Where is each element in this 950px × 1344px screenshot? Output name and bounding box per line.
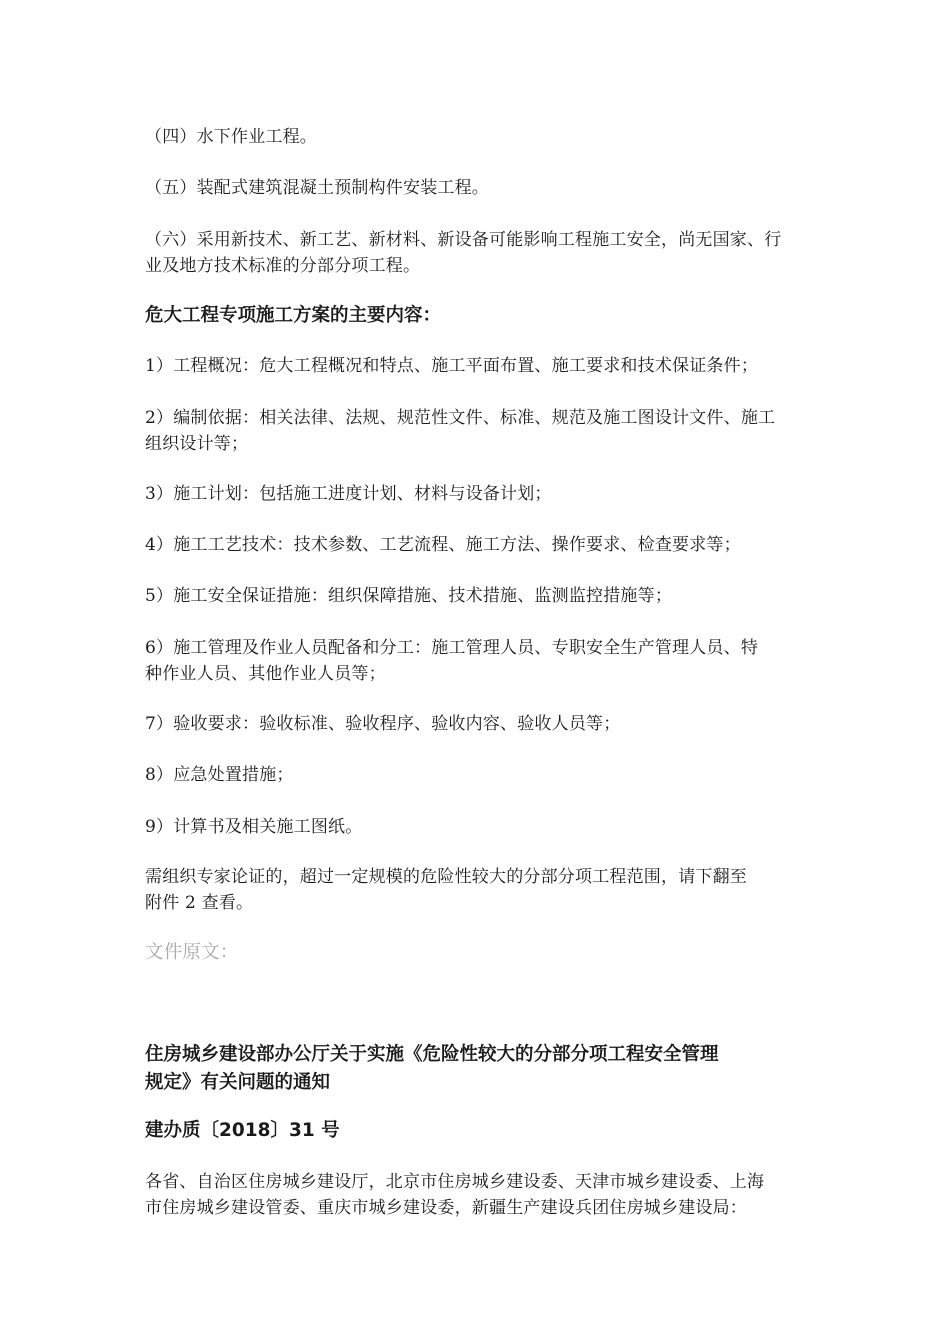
list-item-3: 3）施工计划：包括施工进度计划、材料与设备计划；	[145, 484, 552, 504]
notice-title: 住房城乡建设部办公厅关于实施《危险性较大的分部分项工程安全管理 规定》有关问题的通知	[145, 1044, 719, 1093]
list-item-6: 6）施工管理及作业人员配备和分工：施工管理人员、专职安全生产管理人员、特 种作业人员、其他作业人员等；	[145, 638, 759, 684]
list-item-8: 8）应急处置措施；	[145, 765, 294, 785]
expert-review-note: 需组织专家论证的，超过一定规模的危险性较大的分部分项工程范围，请下翻至 附件 2 查看。	[145, 867, 747, 913]
document-number: 建办质〔2018〕31 号	[145, 1120, 340, 1141]
paragraph-item-6: （六）采用新技术、新工艺、新材料、新设备可能影响工程施工安全，尚无国家、行 业及地方技术标准的分部分项工程。	[145, 230, 782, 276]
list-item-1: 1）工程概况：危大工程概况和特点、施工平面布置、施工要求和技术保证条件；	[145, 356, 759, 376]
paragraph-item-4: （四）水下作业工程。	[145, 127, 317, 147]
recipients-paragraph: 各省、自治区住房城乡建设厅，北京市住房城乡建设委、天津市城乡建设委、上海 市住房城乡建设管委、重庆市城乡建设委，新疆生产建设兵团住房城乡建设局：	[145, 1172, 765, 1218]
list-item-9: 9）计算书及相关施工图纸。	[145, 817, 363, 837]
list-item-4: 4）施工工艺技术：技术参数、工艺流程、施工方法、操作要求、检查要求等；	[145, 535, 741, 555]
list-item-5: 5）施工安全保证措施：组织保障措施、技术措施、监测监控措施等；	[145, 586, 673, 606]
paragraph-item-5: （五）装配式建筑混凝土预制构件安装工程。	[145, 178, 489, 198]
original-text-label: 文件原文：	[145, 942, 239, 963]
section-heading: 危大工程专项施工方案的主要内容：	[145, 305, 442, 326]
list-item-7: 7）验收要求：验收标准、验收程序、验收内容、验收人员等；	[145, 714, 621, 734]
list-item-2: 2）编制依据：相关法律、法规、规范性文件、标准、规范及施工图设计文件、施工 组织设计等；	[145, 408, 776, 454]
